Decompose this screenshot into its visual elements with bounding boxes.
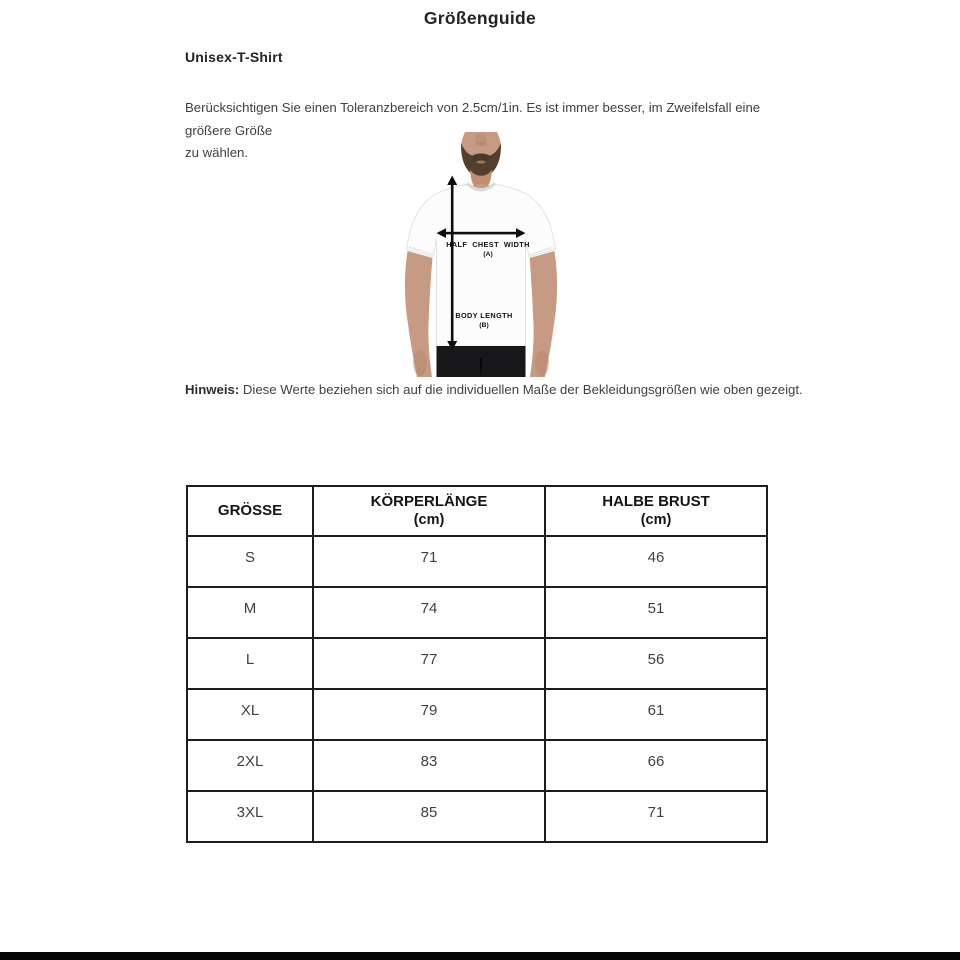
bottom-bar [0, 952, 960, 960]
half-chest-cell: 56 [545, 638, 767, 689]
body-length-cell: 83 [313, 740, 545, 791]
half-chest-cell: 71 [545, 791, 767, 842]
body-length-cell: 85 [313, 791, 545, 842]
header-koerperlaenge-title: KÖRPERLÄNGE [370, 493, 488, 510]
header-koerperlaenge-unit: (cm) [413, 512, 445, 528]
right-hand-shading [535, 350, 549, 376]
body-length-key-label: (B) [479, 322, 489, 329]
table-row [187, 587, 767, 638]
size-table [186, 485, 768, 843]
body-length-cell: 71 [313, 536, 545, 587]
header-halbe-brust-unit: (cm) [640, 512, 672, 528]
table-row [187, 740, 767, 791]
body-length-label: BODY LENGTH [455, 311, 513, 320]
page-title: Größenguide [423, 8, 537, 28]
half-chest-cell: 61 [545, 689, 767, 740]
arrow-up-icon [447, 176, 457, 186]
half-chest-cell: 46 [545, 536, 767, 587]
tolerance-line-2: zu wählen. [185, 145, 249, 160]
hint-label: Hinweis: [185, 382, 240, 397]
model-lips [476, 161, 485, 164]
half-chest-arrow-line [443, 232, 519, 235]
product-title: Unisex-T-Shirt [185, 49, 283, 65]
size-cell: L [187, 638, 313, 689]
size-diagram-photo [393, 132, 588, 377]
half-chest-width-label: HALF CHEST WIDTH [446, 240, 530, 249]
table-row [187, 689, 767, 740]
header-koerperlaenge [313, 486, 545, 536]
size-diagram-illustration [393, 132, 588, 377]
size-cell: M [187, 587, 313, 638]
half-chest-cell: 51 [545, 587, 767, 638]
hint-text: Diese Werte beziehen sich auf die individuellen Maße der Bekleidungsgrößen wie oben gezeigt. [239, 382, 803, 397]
header-groesse [187, 486, 313, 536]
hint-note [185, 382, 905, 397]
body-length-cell: 74 [313, 587, 545, 638]
size-table-header-row [187, 486, 767, 536]
size-cell: 2XL [187, 740, 313, 791]
header-halbe-brust-title: HALBE BRUST [602, 493, 710, 510]
header-halbe-brust [545, 486, 767, 536]
body-length-cell: 77 [313, 638, 545, 689]
model-figure [405, 132, 557, 377]
half-chest-key-label: (A) [483, 251, 493, 258]
half-chest-cell: 66 [545, 740, 767, 791]
table-row [187, 638, 767, 689]
header-groesse-title: GRÖSSE [217, 502, 283, 519]
table-row [187, 536, 767, 587]
body-length-cell: 79 [313, 689, 545, 740]
left-hand-shading [413, 350, 427, 376]
nose-shadow [475, 142, 487, 146]
size-cell: 3XL [187, 791, 313, 842]
size-cell: S [187, 536, 313, 587]
table-row [187, 791, 767, 842]
model-mustache [472, 154, 491, 162]
body-length-arrow-line [451, 182, 454, 342]
tolerance-line-1: Berücksichtigen Sie einen Toleranzbereich von 2.5cm/1in. Es ist immer besser, im Zweifelsfall eine größere Größe [185, 100, 761, 138]
size-cell: XL [187, 689, 313, 740]
